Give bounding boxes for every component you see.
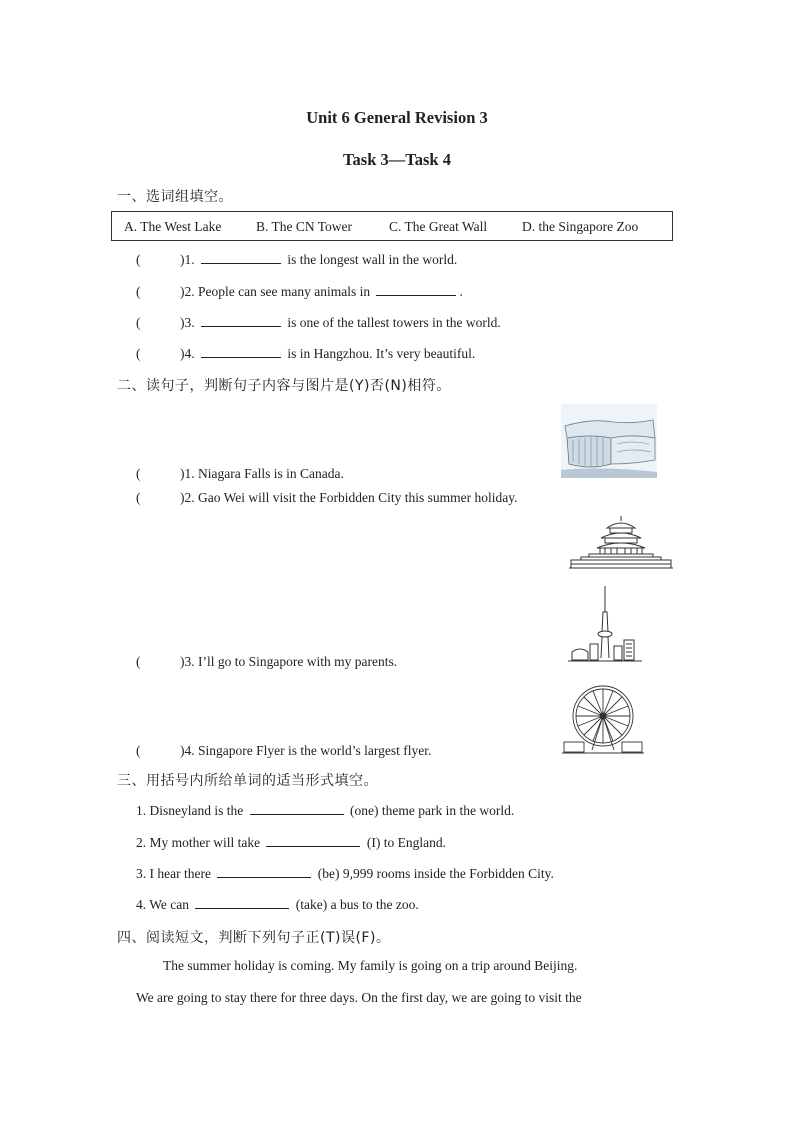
- question-text: is the longest wall in the world.: [287, 252, 458, 267]
- part2-question: [136, 743, 431, 759]
- question-text: 2. My mother will take: [136, 835, 261, 850]
- answer-paren[interactable]: (: [136, 490, 141, 505]
- passage-line: The summer holiday is coming. My family is going on a trip around Beijing.: [163, 958, 578, 973]
- section-heading-2: 二、读句子，判断句子内容与图片是(Y)否(N)相符。: [117, 378, 451, 394]
- option-c: C. The Great Wall: [389, 219, 488, 234]
- part1-question: [136, 251, 457, 268]
- page-title: Unit 6 General Revision 3: [306, 108, 488, 127]
- answer-paren[interactable]: (: [136, 346, 141, 361]
- waterfall-picture: [561, 404, 657, 478]
- part1-question: [136, 314, 501, 331]
- part3-question: [136, 896, 419, 913]
- question-number: )1.: [180, 466, 195, 481]
- options-box: [111, 211, 673, 241]
- option-a: A. The West Lake: [124, 219, 222, 234]
- question-text: Gao Wei will visit the Forbidden City this summer holiday.: [198, 490, 518, 505]
- question-number: )4.: [180, 743, 195, 758]
- question-text: 3. I hear there: [136, 866, 211, 881]
- question-number: )3.: [180, 654, 195, 669]
- question-number: )2.: [180, 490, 195, 505]
- answer-blank[interactable]: [217, 865, 311, 878]
- page-subtitle: Task 3—Task 4: [343, 150, 451, 169]
- answer-paren[interactable]: (: [136, 743, 141, 758]
- part1-question: [136, 345, 475, 362]
- part3-question: [136, 865, 554, 882]
- part3-question: [136, 802, 514, 819]
- question-text: is one of the tallest towers in the world.: [287, 315, 501, 330]
- question-number: )1.: [180, 252, 195, 267]
- question-text: (one) theme park in the world.: [350, 803, 515, 818]
- question-number: )2.: [180, 284, 195, 299]
- answer-paren[interactable]: (: [136, 315, 141, 330]
- part2-question: [136, 654, 397, 670]
- section-heading-1: 一、选词组填空。: [117, 189, 233, 205]
- option-b: B. The CN Tower: [256, 219, 353, 234]
- answer-blank[interactable]: [201, 345, 281, 358]
- answer-blank[interactable]: [266, 834, 360, 847]
- question-text: 1. Disneyland is the: [136, 803, 244, 818]
- temple-of-heaven-picture: [569, 514, 673, 572]
- question-text: People can see many animals in: [198, 284, 371, 299]
- part1-question: [136, 283, 463, 300]
- question-text: Niagara Falls is in Canada.: [198, 466, 344, 481]
- question-text: is in Hangzhou. It’s very beautiful.: [287, 346, 476, 361]
- question-text: I’ll go to Singapore with my parents.: [198, 654, 398, 669]
- answer-paren[interactable]: (: [136, 654, 141, 669]
- question-text: Singapore Flyer is the world’s largest flyer.: [198, 743, 432, 758]
- cn-tower-picture: [568, 586, 642, 664]
- question-number: )3.: [180, 315, 195, 330]
- answer-blank[interactable]: [201, 314, 281, 327]
- section-heading-4: 四、阅读短文，判断下列句子正(T)误(F)。: [117, 930, 391, 946]
- question-number: )4.: [180, 346, 195, 361]
- part2-question: [136, 466, 344, 482]
- passage-line: We are going to stay there for three days. On the first day, we are going to visit the: [136, 990, 582, 1005]
- part3-question: [136, 834, 446, 851]
- part2-question: [136, 490, 518, 506]
- question-text: 4. We can: [136, 897, 190, 912]
- question-text: .: [459, 284, 463, 299]
- answer-paren[interactable]: (: [136, 284, 141, 299]
- answer-blank[interactable]: [250, 802, 344, 815]
- answer-paren[interactable]: (: [136, 252, 141, 267]
- question-text: (I) to England.: [366, 835, 446, 850]
- section-heading-3: 三、用括号内所给单词的适当形式填空。: [117, 773, 378, 789]
- answer-blank[interactable]: [195, 896, 289, 909]
- ferris-wheel-picture: [562, 684, 644, 756]
- answer-blank[interactable]: [201, 251, 281, 264]
- question-text: (take) a bus to the zoo.: [295, 897, 419, 912]
- question-text: (be) 9,999 rooms inside the Forbidden City.: [317, 866, 554, 881]
- option-d: D. the Singapore Zoo: [522, 219, 639, 234]
- answer-paren[interactable]: (: [136, 466, 141, 481]
- answer-blank[interactable]: [376, 283, 456, 296]
